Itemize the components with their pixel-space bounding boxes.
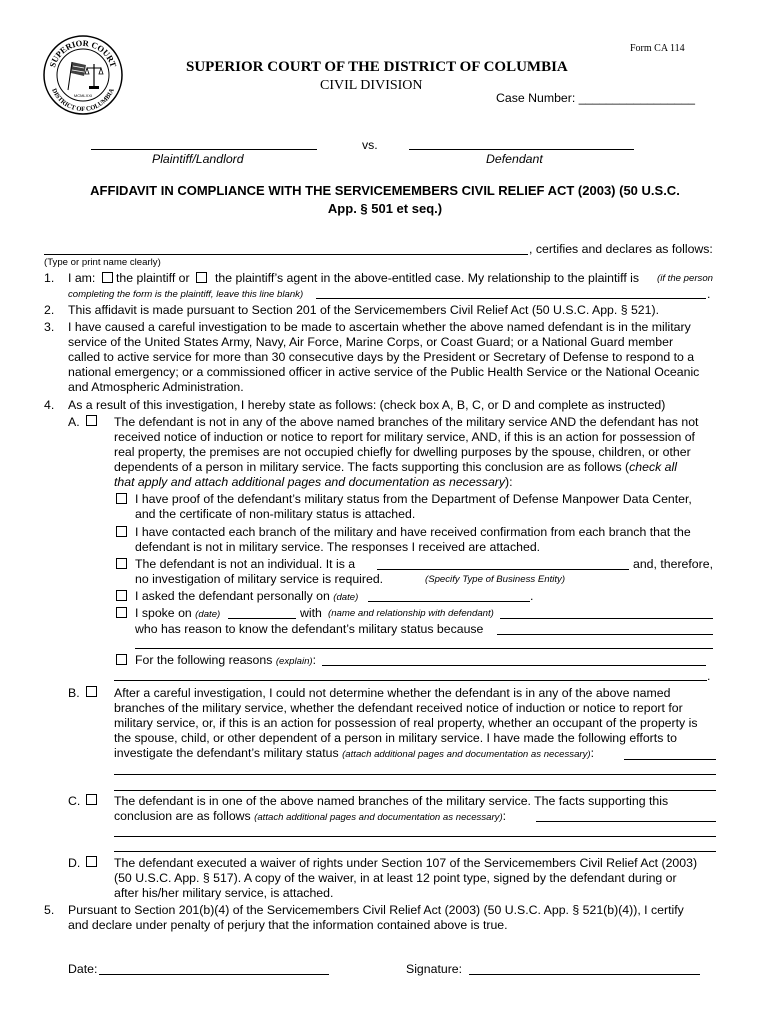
option-a-checkbox[interactable] — [86, 415, 97, 426]
other-reasons-end: . — [707, 669, 711, 683]
item1-note-b: completing the form is the plaintiff, leave this line blank) — [68, 289, 304, 300]
signature-line[interactable] — [469, 974, 700, 975]
agent-checkbox[interactable] — [196, 272, 207, 283]
other-reasons-checkbox[interactable] — [116, 654, 127, 665]
affidavit-title-line2: App. § 501 et seq.) — [327, 201, 443, 216]
option-b-line-fill[interactable] — [624, 759, 716, 760]
svg-text:SUPERIOR COURT — [47, 38, 119, 69]
court-name: SUPERIOR COURT OF THE DISTRICT OF COLUMBIA — [186, 59, 568, 75]
option-b-efforts-line-2[interactable] — [114, 790, 716, 791]
spoke-date-line[interactable] — [228, 618, 296, 619]
item4-number: 4. — [44, 398, 55, 412]
court-seal — [42, 34, 124, 116]
spoke-name-line[interactable] — [500, 618, 713, 619]
item3-line: I have caused a careful investigation to be made to ascertain whether the above named defendant is in the military — [68, 320, 691, 334]
entity-type-note: (Specify Type of Business Entity) — [425, 574, 566, 585]
asked-personally-checkbox[interactable] — [116, 590, 127, 601]
option-d-line: after his/her military service, is attached. — [114, 886, 334, 900]
item3-line: national emergency; or a commissioned officer in active service of the Public Health Service or the National Oceanic — [68, 365, 700, 379]
option-c-facts-line-2[interactable] — [114, 836, 716, 837]
defendant-line[interactable] — [409, 149, 634, 150]
other-reasons-text: For the following reasons (explain): — [135, 653, 317, 667]
item3-line: called to active service for more than 30 consecutive days by the President or Secretary of Defense to respond to a — [68, 350, 695, 364]
item1-agent-option: the plaintiff’s agent in the above-entitled case. My relationship to the plaintiff is — [215, 271, 640, 285]
option-d-line: The defendant executed a waiver of rights under Section 107 of the Servicemembers Civil Relief Act (2003) — [114, 856, 698, 870]
svg-text:DISTRICT OF COLUMBIA — [50, 87, 116, 113]
plaintiff-label: Plaintiff/Landlord — [152, 152, 244, 166]
spoke-reason-line[interactable] — [497, 634, 713, 635]
dod-proof-text: and the certificate of non-military status is attached. — [135, 507, 416, 521]
other-reasons-line[interactable] — [322, 665, 706, 666]
option-a-line: received notice of induction or notice to report for military service, AND, if this is an action for possession of — [114, 430, 695, 444]
option-b-line: branches of the military service, whether the defendant received notice of induction or notice to report for — [114, 701, 683, 715]
item5-number: 5. — [44, 903, 55, 917]
asked-personally-text: I asked the defendant personally on (date) — [135, 589, 359, 603]
signature-label: Signature: — [406, 962, 463, 976]
branch-contact-text: I have contacted each branch of the military and have received confirmation from each branch that the — [135, 525, 691, 539]
option-a-line: The defendant is not in any of the above named branches of the military service AND the defendant has not — [114, 415, 699, 429]
seal-motto: MCMLXXI — [73, 93, 93, 98]
no-investigation-text: no investigation of military service is required. — [135, 572, 384, 586]
spoke-reason-text: who has reason to know the defendant’s military status because — [135, 622, 484, 636]
option-b-checkbox[interactable] — [86, 686, 97, 697]
option-c-checkbox[interactable] — [86, 794, 97, 805]
item5-line: and declare under penalty of perjury that the information contained above is true. — [68, 918, 508, 932]
item3-number: 3. — [44, 320, 55, 334]
relationship-line[interactable] — [316, 298, 706, 299]
plaintiff-checkbox[interactable] — [102, 272, 113, 283]
vs-label: vs. — [362, 138, 378, 152]
certifies-text: , certifies and declares as follows: — [529, 242, 713, 256]
seal-graphic — [42, 34, 124, 116]
item1-plaintiff-option: the plaintiff or — [116, 271, 190, 285]
option-c-facts-line[interactable] — [536, 821, 716, 822]
item1-lead: I am: — [68, 271, 96, 285]
branch-contact-text: defendant is not in military service. The responses I received are attached. — [135, 540, 541, 554]
option-c-label: C. — [68, 794, 81, 808]
branch-contact-checkbox[interactable] — [116, 526, 127, 537]
dod-proof-text: I have proof of the defendant’s military status from the Department of Defense Manpower Data Center, — [135, 492, 692, 506]
option-a-line: real property, the premises are not occupied chiefly for dwelling purposes by the spouse, children, or other — [114, 445, 691, 459]
option-d-label: D. — [68, 856, 81, 870]
option-a-line-4: dependents of a person in military service. The facts supporting this conclusion are as follows (check all — [114, 460, 677, 474]
plaintiff-line[interactable] — [91, 149, 317, 150]
spoke-with-text: with — [300, 606, 322, 620]
spoke-with-note: (name and relationship with defendant) — [328, 608, 494, 619]
and-therefore-text: and, therefore, — [633, 557, 713, 571]
seal-bottom-text: DISTRICT OF COLUMBIA — [50, 87, 116, 114]
spoke-on-checkbox[interactable] — [116, 607, 127, 618]
seal-top-text: SUPERIOR COURT — [47, 37, 119, 69]
not-individual-text: The defendant is not an individual. It is a — [135, 557, 356, 571]
option-b-line: the spouse, child, or other dependent of a person in military service. I have made the following efforts to — [114, 731, 678, 745]
not-individual-checkbox[interactable] — [116, 558, 127, 569]
item1-end: . — [707, 287, 711, 301]
business-entity-line[interactable] — [377, 569, 629, 570]
date-label: Date: — [68, 962, 98, 976]
declarant-name-line[interactable] — [44, 254, 528, 255]
asked-date-line[interactable] — [368, 601, 530, 602]
option-c-facts-line-3[interactable] — [114, 851, 716, 852]
name-hint: (Type or print name clearly) — [44, 257, 161, 268]
option-b-label: B. — [68, 686, 80, 700]
other-reasons-line-2[interactable] — [114, 680, 707, 681]
item1-number: 1. — [44, 271, 55, 285]
option-b-line: military service, or, if this is an action for possession of real property, whether an occupant of the property is — [114, 716, 698, 730]
division-name: CIVIL DIVISION — [320, 78, 423, 93]
item1-note-a: (if the person — [657, 273, 713, 284]
option-b-line: After a careful investigation, I could not determine whether the defendant is in any of the above named — [114, 686, 671, 700]
item2-text: This affidavit is made pursuant to Section 201 of the Servicemembers Civil Relief Act (50 U.S.C. App. § 521). — [68, 303, 659, 317]
option-a-line-5: that apply and attach additional pages and documentation as necessary): — [114, 475, 513, 489]
item2-number: 2. — [44, 303, 55, 317]
date-line[interactable] — [99, 974, 329, 975]
option-d-checkbox[interactable] — [86, 856, 97, 867]
item5-line: Pursuant to Section 201(b)(4) of the Servicemembers Civil Relief Act (2003) (50 U.S.C. App. § 521(b)(4)), I certify — [68, 903, 684, 917]
option-c-line2: conclusion are as follows (attach additional pages and documentation as necessary): — [114, 809, 507, 823]
item3-line: and Atmospheric Administration. — [68, 380, 244, 394]
dod-proof-checkbox[interactable] — [116, 493, 127, 504]
affidavit-title-line1: AFFIDAVIT IN COMPLIANCE WITH THE SERVICEMEMBERS CIVIL RELIEF ACT (2003) (50 U.S.C. — [90, 183, 680, 198]
case-number-field[interactable]: Case Number: _________________ — [496, 91, 695, 105]
option-b-last-line: investigate the defendant’s military status (attach additional pages and documentation as necessary): — [114, 746, 595, 760]
item4-intro: As a result of this investigation, I hereby state as follows: (check box A, B, C, or D and complete as instructed) — [68, 398, 666, 412]
item3-line: service of the United States Army, Navy, Air Force, Marine Corps, or Coast Guard; or a National Guard member — [68, 335, 674, 349]
option-a-label: A. — [68, 415, 80, 429]
spoke-reason-line-2[interactable] — [135, 648, 713, 649]
option-b-efforts-line[interactable] — [114, 774, 716, 775]
asked-end: . — [530, 589, 534, 603]
defendant-label: Defendant — [486, 152, 543, 166]
form-number: Form CA 114 — [630, 43, 685, 54]
option-d-line: (50 U.S.C. App. § 517). A copy of the waiver, in at least 12 point type, signed by the defendant during or — [114, 871, 677, 885]
option-c-line1: The defendant is in one of the above named branches of the military service. The facts supporting this — [114, 794, 669, 808]
spoke-on-text: I spoke on (date) — [135, 606, 221, 620]
